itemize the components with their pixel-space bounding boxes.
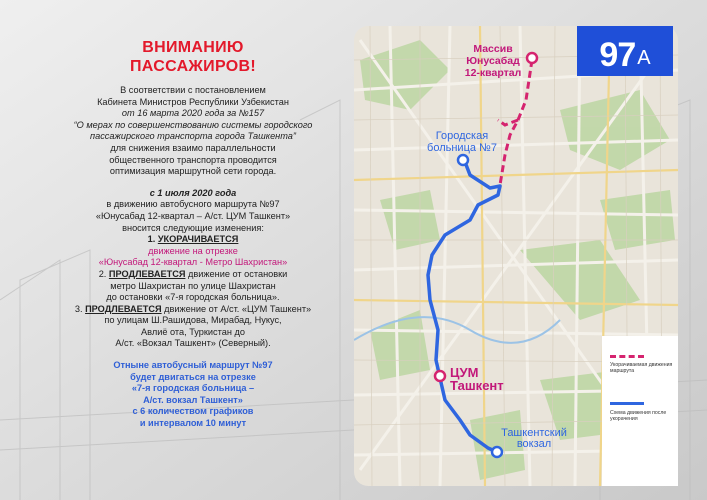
label-line: больница №7 — [427, 142, 497, 154]
label-hospital — [424, 130, 500, 154]
item-num: 2. — [98, 268, 109, 279]
notice-text: оптимизация маршрутной сети города. — [109, 166, 277, 177]
notice-text: метро Шахристан по улице Шахристан — [110, 280, 276, 291]
label-line: Ташкент — [450, 378, 504, 393]
final-text: А/ст. вокзал Ташкент» — [143, 394, 243, 405]
notice-text: Кабинета Министров Республики Узбекистан — [97, 96, 289, 107]
item-keyword: УКОРАЧИВАЕТСЯ — [157, 234, 239, 245]
notice-text: для снижения взаимо параллельности — [110, 142, 276, 153]
item-text: движение от остановки — [185, 268, 288, 279]
map-legend — [602, 336, 678, 486]
final-text: с 6 количеством графиков — [132, 406, 254, 417]
label-line: Массив — [473, 43, 513, 55]
item-num: 1. — [147, 234, 158, 245]
notice-text: по улицам Ш.Рашидова, Мирабад, Нукус, — [104, 315, 282, 326]
item-keyword: ПРОДЛЕВАЕТСЯ — [108, 268, 186, 279]
notice-date: с 1 июля 2020 года — [149, 187, 237, 198]
label-line: 12-квартал — [464, 67, 522, 79]
route-number: 97 — [599, 36, 636, 74]
legend-scheme-label: Схема движения после укорачения — [610, 410, 667, 423]
label-vokzal — [488, 428, 580, 450]
stop-tsum-marker — [435, 371, 445, 381]
legend-dashed-line — [610, 355, 644, 358]
route-number-badge — [577, 26, 673, 76]
final-text: и интервалом 10 минут — [139, 418, 247, 429]
stop-yunusabad-marker — [527, 53, 537, 63]
notice-text: до остановки «7-я городская больница». — [106, 292, 280, 303]
route-suffix: А — [637, 47, 651, 69]
final-text: будет двигаться на отрезке — [130, 371, 256, 382]
item-keyword: ПРОДЛЕВАЕТСЯ — [85, 303, 162, 314]
final-text: Отныне автобусный маршрут №97 — [113, 360, 273, 371]
legend-solid-line — [610, 402, 644, 405]
notice-text: А/ст. «Вокзал Ташкент» (Северный). — [115, 338, 271, 349]
notice-text: пассажирского транспорта города Ташкента” — [90, 131, 296, 142]
notice-text: «Юнусабад 12-квартал – А/ст. ЦУМ Ташкент» — [95, 210, 291, 221]
notice-text: общественного транспорта проводится — [109, 154, 277, 165]
stop-hospital-marker — [458, 155, 468, 165]
notice-text: в движению автобусного маршрута №97 — [106, 199, 280, 210]
notice-text: вносится следующие изменения: — [122, 222, 264, 233]
item-text: движение от А/ст. «ЦУМ Ташкент» — [161, 303, 312, 314]
label-yunusabad — [462, 43, 524, 79]
notice-title-line1: ВНИМАНИЮ — [142, 39, 244, 56]
notice-text: «Юнусабад 12-квартал - Метро Шахристан» — [98, 257, 288, 268]
label-line: Ташкентский — [501, 427, 567, 439]
notice-text: движение на отрезке — [148, 245, 238, 256]
label-tsum — [450, 366, 506, 392]
notice-text: “О мерах по совершенствованию системы городского — [73, 119, 313, 130]
notice-text: Авлиё ота, Туркистан до — [141, 326, 245, 337]
label-line: ЦУМ — [450, 365, 479, 380]
final-text: «7-я городская больница – — [131, 383, 255, 394]
label-line: Городская — [435, 130, 489, 142]
label-line: вокзал — [516, 438, 552, 450]
legend-shortened-label: Укорачиваемая движения маршрута — [610, 362, 673, 375]
item-num: 3. — [74, 303, 86, 314]
notice-text: В соответствии с постановлением — [120, 85, 266, 95]
notice-title-line2: ПАССАЖИРОВ! — [130, 58, 256, 75]
label-line: Юнусабад — [466, 55, 520, 67]
notice-text: от 16 марта 2020 года за №157 — [121, 108, 265, 119]
